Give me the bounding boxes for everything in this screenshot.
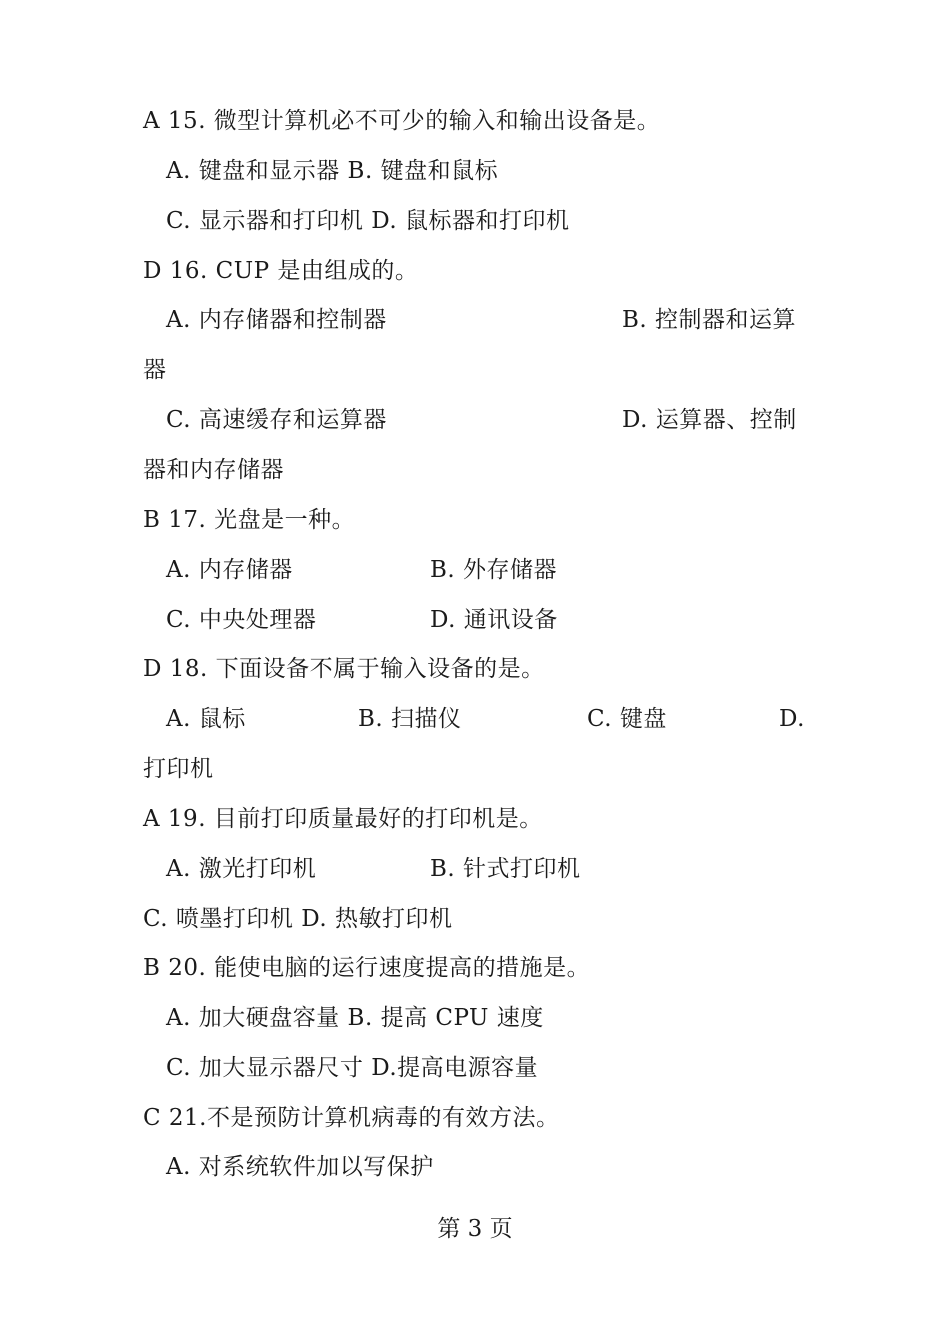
question-18: D 18. 下面设备不属于输入设备的是。 bbox=[143, 656, 545, 682]
q16-option-b-wrap: 器 bbox=[143, 357, 167, 383]
q19-option-a: A. 激光打印机 bbox=[166, 856, 317, 882]
q17-option-a: A. 内存储器 bbox=[166, 557, 293, 583]
q16-option-c: C. 高速缓存和运算器 bbox=[166, 407, 387, 433]
q15-options-cd: C. 显示器和打印机 D. 鼠标器和打印机 bbox=[166, 208, 570, 234]
question-21: C 21.不是预防计算机病毒的有效方法。 bbox=[143, 1105, 560, 1131]
q18-option-b: B. 扫描仪 bbox=[358, 706, 462, 732]
page-number-footer: 第 3 页 bbox=[437, 1216, 513, 1242]
question-16: D 16. CUP 是由组成的。 bbox=[143, 258, 419, 284]
q18-option-a: A. 鼠标 bbox=[166, 706, 246, 732]
q19-options-cd: C. 喷墨打印机 D. 热敏打印机 bbox=[143, 906, 453, 932]
question-19: A 19. 目前打印质量最好的打印机是。 bbox=[143, 806, 543, 832]
q16-option-d-wrap: 器和内存储器 bbox=[143, 457, 284, 483]
q15-options-ab: A. 键盘和显示器 B. 键盘和鼠标 bbox=[166, 158, 499, 184]
q21-option-a: A. 对系统软件加以写保护 bbox=[166, 1154, 434, 1180]
q19-option-b: B. 针式打印机 bbox=[430, 856, 581, 882]
q18-option-d-wrap: 打印机 bbox=[143, 756, 214, 782]
q17-option-b: B. 外存储器 bbox=[430, 557, 558, 583]
q18-option-d: D. bbox=[779, 706, 805, 732]
q16-option-a: A. 内存储器和控制器 bbox=[166, 307, 387, 333]
question-15: A 15. 微型计算机必不可少的输入和输出设备是。 bbox=[143, 108, 661, 134]
q16-option-b: B. 控制器和运算 bbox=[622, 307, 797, 333]
q20-options-ab: A. 加大硬盘容量 B. 提高 CPU 速度 bbox=[166, 1005, 544, 1031]
q18-option-c: C. 键盘 bbox=[587, 706, 667, 732]
question-17: B 17. 光盘是一种。 bbox=[143, 507, 356, 533]
q20-options-cd: C. 加大显示器尺寸 D.提高电源容量 bbox=[166, 1055, 539, 1081]
q17-option-c: C. 中央处理器 bbox=[166, 607, 317, 633]
q16-option-d: D. 运算器、控制 bbox=[622, 407, 797, 433]
question-20: B 20. 能使电脑的运行速度提高的措施是。 bbox=[143, 955, 591, 981]
q17-option-d: D. 通讯设备 bbox=[430, 607, 558, 633]
